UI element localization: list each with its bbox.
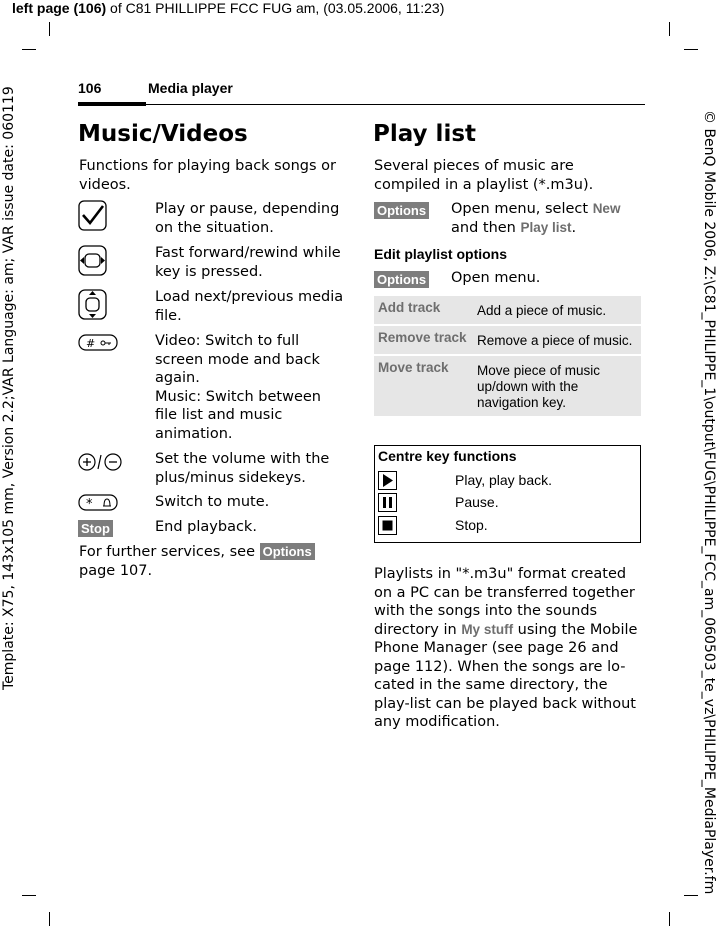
side-copyright: © BenQ Mobile 2006, Z:\C81_PHILIPPE_1\output\FUG\PHILIPPE_FCC_am_060503_te_vz\PHILIPPE_MediaPlayer.fm	[701, 110, 717, 895]
box-item-text: Play, play back.	[455, 472, 553, 488]
item-text: Video: Switch to full screen mode and back again. Music: Switch between file list and music animation.	[155, 333, 321, 442]
item-text: End playback.	[155, 519, 257, 535]
music-intro: Functions for playing back songs or videos.	[79, 158, 336, 193]
svg-text:#: #	[86, 337, 96, 350]
table-value: Move piece of music up/down with the navigation key.	[477, 363, 601, 410]
crop-mark	[669, 912, 670, 926]
running-title: Media player	[148, 80, 233, 96]
crop-mark	[684, 49, 698, 50]
page-number: 106	[78, 80, 102, 96]
nav-up-down-icon	[78, 289, 108, 325]
item-text: Play or pause, depending on the situation.	[155, 201, 340, 236]
edit-options-description: Open menu.	[451, 270, 541, 286]
table-key: Remove track	[378, 330, 467, 345]
playlists-paragraph: Playlists in "*.m3u" format created on a PC can be transferred together with the songs into the sounds directory in My stuff using the Mobile Phone Manager (see page 26 and page 112). When the songs are lo-cated in the same directory, the play-list can be played back without any modification.	[374, 566, 638, 730]
hash-key-icon	[78, 334, 120, 356]
options-description: Open menu, select New and then Play list.	[451, 201, 621, 236]
item-text: Fast forward/rewind while key is pressed.	[155, 245, 341, 280]
stop-icon	[378, 516, 397, 539]
header-rule	[78, 102, 146, 106]
options-softkey-label: Options	[374, 200, 429, 219]
table-row	[374, 326, 641, 356]
centre-key-functions-box	[374, 445, 641, 543]
crop-mark	[684, 895, 698, 896]
volume-sidekeys-icon	[78, 452, 130, 476]
crop-mark	[22, 49, 36, 50]
box-item-text: Stop.	[455, 517, 488, 533]
stop-softkey-label: Stop	[78, 518, 113, 537]
table-value: Add a piece of music.	[477, 303, 607, 318]
side-template-info: Template: X75, 143x105 mm, Version 2.2;VAR Language: am; VAR issue date: 060119	[1, 86, 17, 690]
crop-mark	[22, 895, 36, 896]
crop-mark	[49, 912, 50, 926]
crop-mark	[669, 22, 670, 36]
table-key: Add track	[378, 300, 441, 315]
options-softkey-label: Options	[374, 269, 429, 288]
box-title: Centre key functions	[378, 448, 517, 464]
playlist-intro: Several pieces of music are compiled in a playlist (*.m3u).	[374, 158, 594, 193]
further-services: For further services, see Options page 107.	[79, 543, 344, 580]
heading-play-list: Play list	[373, 121, 477, 147]
edit-playlist-heading: Edit playlist options	[374, 246, 508, 262]
centre-key-icon	[78, 200, 108, 236]
item-text: Load next/previous media file.	[155, 289, 344, 324]
nav-left-right-icon	[78, 245, 108, 281]
table-row	[374, 296, 641, 326]
heading-music-videos: Music/Videos	[78, 121, 248, 147]
box-item-text: Pause.	[455, 494, 499, 510]
header-rule	[146, 104, 645, 105]
crop-mark	[49, 22, 50, 36]
item-text: Set the volume with the plus/minus sidekeys.	[155, 451, 330, 486]
table-row	[374, 356, 641, 416]
options-softkey-label: Options	[260, 543, 315, 560]
item-text: Switch to mute.	[155, 494, 270, 510]
playlist-options-table	[374, 296, 641, 416]
svg-text:*: *	[86, 497, 93, 512]
table-value: Remove a piece of music.	[477, 333, 633, 348]
print-header: left page (106) of C81 PHILLIPPE FCC FUG am, (03.05.2006, 11:23)	[12, 0, 445, 16]
play-icon	[378, 471, 397, 494]
star-key-icon	[78, 494, 120, 516]
pause-icon	[378, 493, 397, 516]
table-key: Move track	[378, 360, 449, 375]
